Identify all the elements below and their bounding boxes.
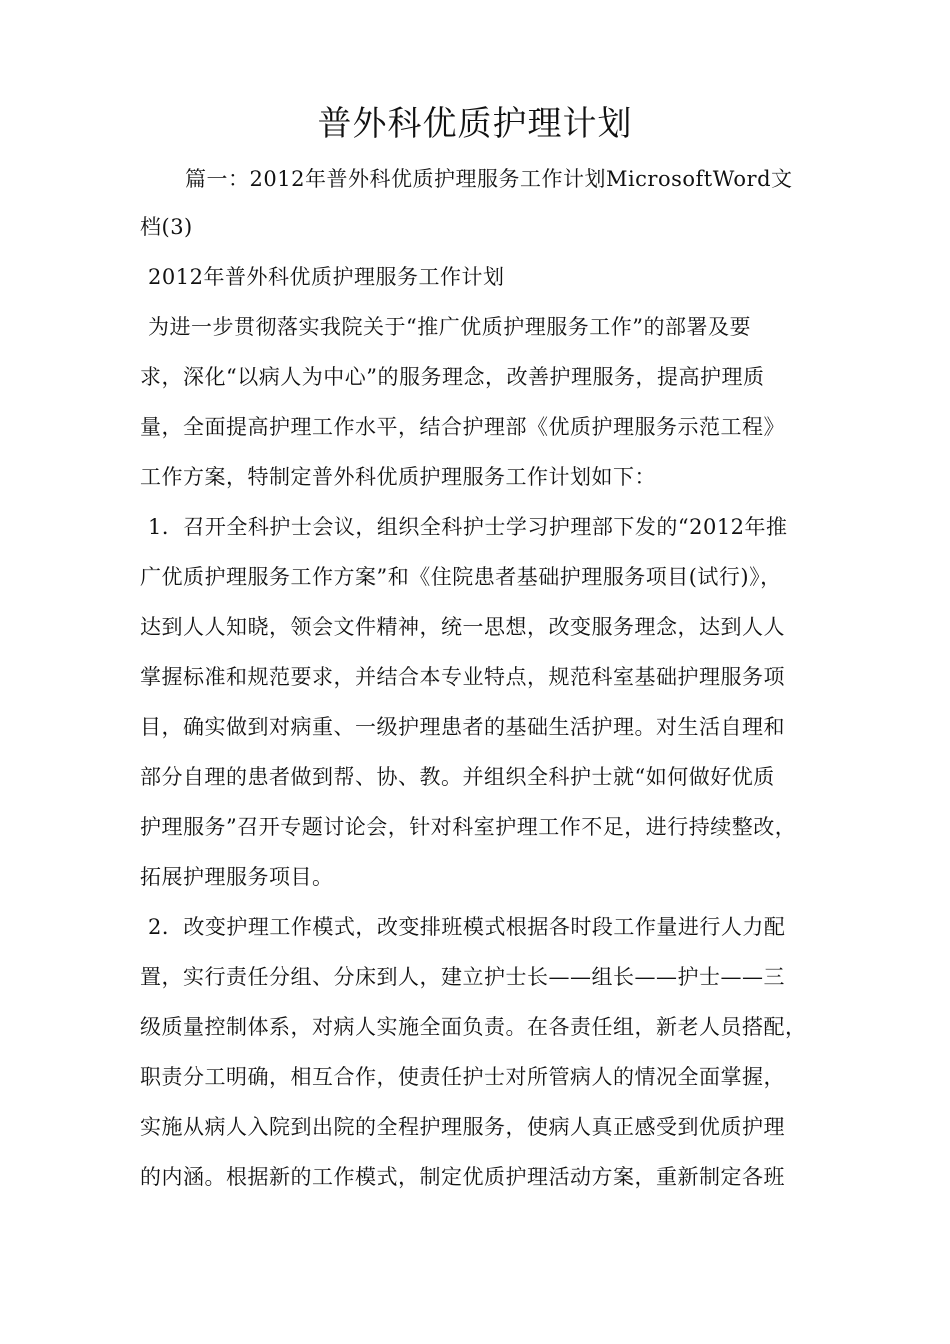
paragraph-line: 护理服务”召开专题讨论会，针对科室护理工作不足，进行持续整改，: [140, 815, 797, 839]
paragraph-line: 求，深化“以病人为中心”的服务理念，改善护理服务，提高护理质: [140, 365, 765, 389]
paragraph-line: 职责分工明确，相互合作，使责任护士对所管病人的情况全面掌握，: [140, 1065, 785, 1089]
paragraph-line: 目，确实做到对病重、一级护理患者的基础生活护理。对生活自理和: [140, 715, 785, 739]
paragraph-line: 广优质护理服务工作方案”和《住院患者基础护理服务项目(试行)》，: [140, 565, 782, 589]
paragraph-line: 档(3): [140, 215, 193, 239]
paragraph-line: 实施从病人入院到出院的全程护理服务，使病人真正感受到优质护理: [140, 1115, 785, 1139]
paragraph-line: 部分自理的患者做到帮、协、教。并组织全科护士就“如何做好优质: [140, 765, 775, 789]
paragraph-line: 的内涵。根据新的工作模式，制定优质护理活动方案，重新制定各班: [140, 1165, 785, 1189]
paragraph-line: 量，全面提高护理工作水平，结合护理部《优质护理服务示范工程》: [140, 415, 785, 439]
paragraph-line: 达到人人知晓，领会文件精神，统一思想，改变服务理念，达到人人: [140, 615, 785, 639]
paragraph-line: 拓展护理服务项目。: [140, 865, 334, 889]
paragraph-line: 2．改变护理工作模式，改变排班模式根据各时段工作量进行人力配: [148, 915, 786, 939]
paragraph-line: 级质量控制体系，对病人实施全面负责。在各责任组，新老人员搭配，: [140, 1015, 807, 1039]
section-heading: 2012年普外科优质护理服务工作计划: [148, 265, 505, 289]
document-title: 普外科优质护理计划: [317, 104, 633, 144]
paragraph-line: 置，实行责任分组、分床到人，建立护士长——组长——护士——三: [140, 965, 785, 989]
paragraph-line: 工作方案，特制定普外科优质护理服务工作计划如下：: [140, 465, 656, 489]
paragraph-line: 为进一步贯彻落实我院关于“推广优质护理服务工作”的部署及要: [148, 315, 751, 339]
paragraph-line: 1．召开全科护士会议，组织全科护士学习护理部下发的“2012年推: [148, 515, 788, 539]
paragraph-line: 掌握标准和规范要求，并结合本专业特点，规范科室基础护理服务项: [140, 665, 785, 689]
paragraph-line: 篇一：2012年普外科优质护理服务工作计划MicrosoftWord文: [185, 167, 793, 191]
